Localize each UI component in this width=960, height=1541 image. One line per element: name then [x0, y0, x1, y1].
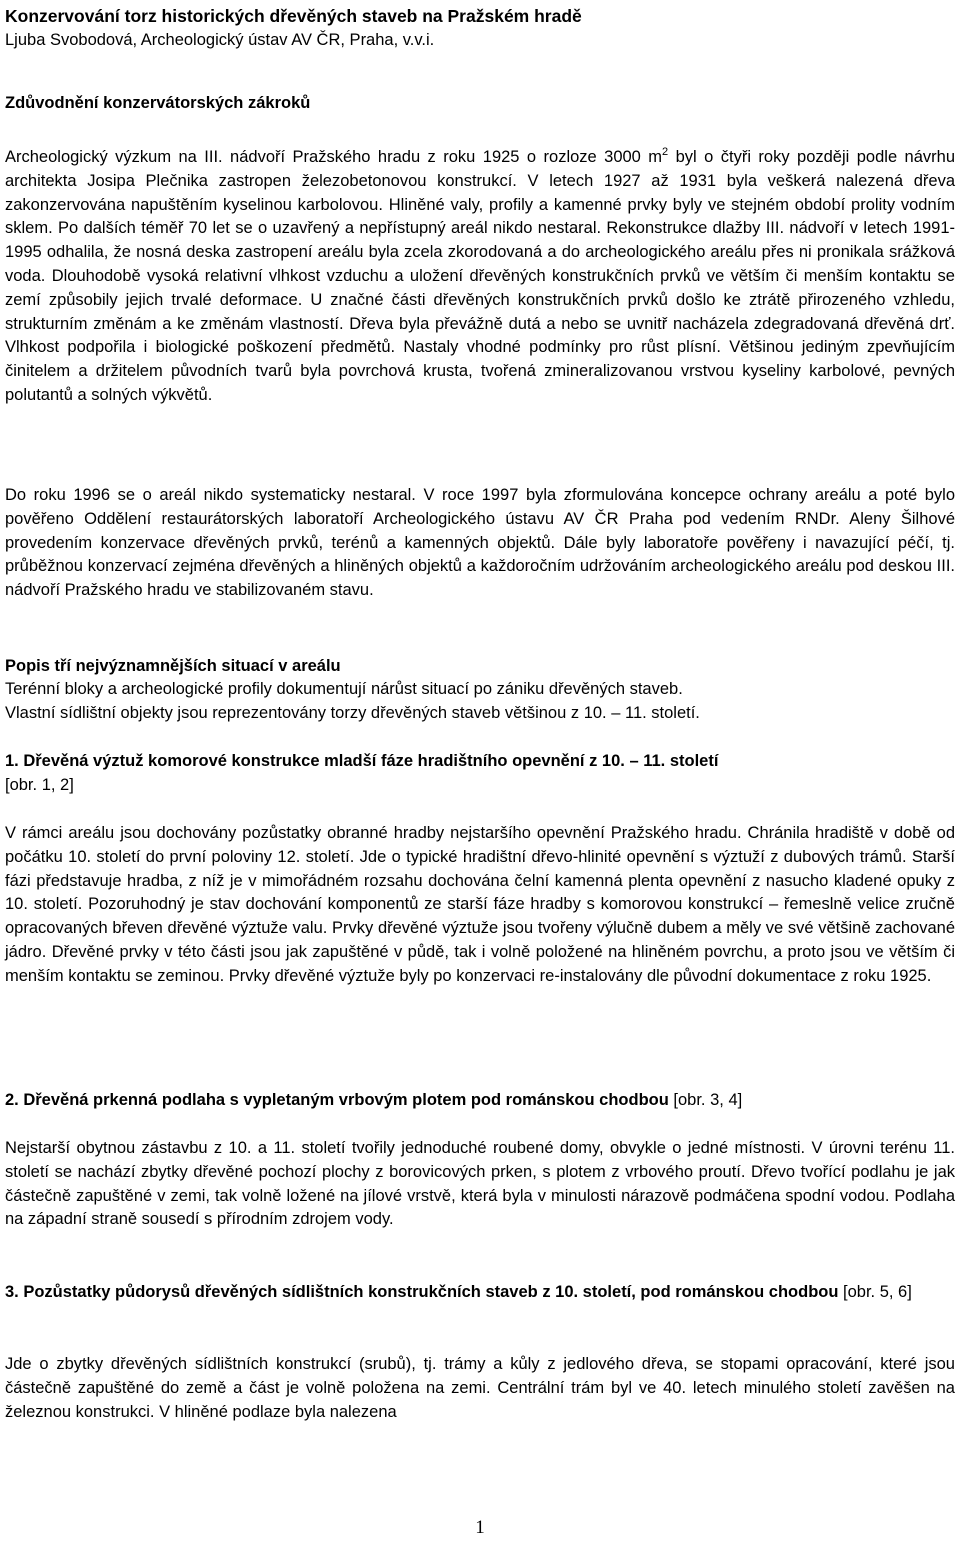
- item-2: [5, 1089, 955, 1113]
- paragraph-history: [5, 146, 955, 408]
- paragraph-history-part1: Archeologický výzkum na III. nádvoří Pražského hradu z roku 1925 o rozloze 3000 m: [5, 148, 663, 166]
- item-3: [5, 1281, 955, 1305]
- item-1-heading: 1. Dřevěná výztuž komorové konstrukce mladší fáze hradištního opevnění z 10. – 11. století: [5, 752, 719, 770]
- item-2-text: Nejstarší obytnou zástavbu z 10. a 11. století tvořily jednoduché roubené domy, obvykle o jedné místnosti. V úrovni terénu 11. století se nachází zbytky dřevěné pochozí plochy z borovicových prken, s plotem z vrbového proutí. Dřevo tvořící podlahu je jak částečně zapuštěné v zemi, tak volně ložené na jílové vrstvě, která byla v minulosti nárazově podmáčena spodní vodou. Podlaha na západní straně sousedí s přírodním zdrojem vody.: [5, 1139, 955, 1229]
- superscript-2: 2: [662, 146, 669, 158]
- situations-line-2: Vlastní sídlištní objekty jsou reprezentovány torzy dřevěných staveb většinou z 10. – 11. století.: [5, 703, 700, 722]
- document-title: Konzervování torz historických dřevěných staveb na Pražském hradě: [5, 6, 582, 26]
- paragraph-history-part2: byl o čtyři roky později podle návrhu architekta Josipa Plečnika zastropen železobetonovou konstrukcí. V letech 1927 až 1931 byla veškerá nalezená dřeva zakonzervována napuštěním kyselinou karbolovou. Hliněné valy, profily a kamenné prvky byly ve stejném období prolity vodním sklem. Po dalších téměř 70 let se o uzavřený a nepřístupný areál nikdo nestaral. Rekonstrukce dlažby III. nádvoří v letech 1991-1995 odhalila, že nosná deska zastropení areálu byla zcela zkorodovaná a do archeologického areálu přes ni pronikala srážková voda. Dlouhodobě vysoká relativní vlhkost vzduchu a uložení dřevěných konstrukčních prvků ve větším či menším kontaktu se zemí způsobily jejich trvalé deformace. U značné části dřevěných konstrukčních prvků došlo ke ztrátě přirozeného vzhledu, strukturním změnám a ke změnám vlastností. Dřeva byla převážně dutá a nebo se uvnitř nacházela zdegradovaná dřevěná drť. Vlhkost podpořila i biologické poškození předmětů. Nastaly vhodné podmínky pro růst plísní. Většinou jediným zpevňujícím činitelem a držitelem původních tvarů byla povrchová krusta, tvořená zmineralizovanou vrstvou kyseliny karbolové, pevných polutantů a solných výkvětů.: [5, 148, 956, 404]
- item-2-heading: 2. Dřevěná prkenná podlaha s vypletaným vrbovým plotem pod románskou chodbou: [5, 1091, 669, 1109]
- paragraph-conservation: Do roku 1996 se o areál nikdo systematicky nestaral. V roce 1997 byla zformulována koncepce ochrany areálu a poté bylo pověřeno Oddělení restaurátorských laboratoří Archeologického ústavu AV ČR Praha pod vedením RNDr. Aleny Šilhové provedením konzervace dřevěných prvků, terénů a kamenných objektů. Dále byly laboratoře pověřeny i navazující péčí, tj. průběžnou konzervací zejména dřevěných a hliněných objektů a každoročním udržováním archeologického areálu pod deskou III. nádvoří Pražského hradu ve stabilizovaném stavu.: [5, 486, 955, 600]
- item-1-text: V rámci areálu jsou dochovány pozůstatky obranné hradby nejstaršího opevnění Pražského hradu. Chránila hradiště v době od počátku 10. století do první poloviny 12. století. Jde o typické hradištní dřevo-hlinité opevnění s výztuží z dubových trámů. Starší fázi představuje hradba, z níž je v mimořádném rozsahu dochována čelní kamenná plenta opevnění z nasucho kladené opuky z 10. století. Pozoruhodný je stav dochování komponentů ze starší fáze hradby s komorovou konstrukcí – řemeslně velice zručně opracovaných břeven dřevěné výztuže valu. Prvky dřevěné výztuže jsou tvořeny výlučně dubem a měly ve své většině zachované jádro. Dřevěné prvky v této části jsou jak zapuštěné v půdě, tak i volně položené na hliněném povrchu, a proto jsou ve větším či menším kontaktu se zeminou. Prvky dřevěné výztuže byly po konzervaci re-instalovány dle původní dokumentace z roku 1925.: [5, 824, 955, 985]
- author-line: Ljuba Svobodová, Archeologický ústav AV ČR, Praha, v.v.i.: [5, 31, 435, 49]
- section-situations: [5, 654, 955, 726]
- page-number: 1: [475, 1517, 485, 1538]
- section-heading-justification: Zdůvodnění konzervátorských zákroků: [5, 94, 311, 112]
- item-2-ref: [obr. 3, 4]: [668, 1091, 743, 1109]
- situations-line-1: Terénní bloky a archeologické profily dokumentují nárůst situací po zániku dřevěných staveb.: [5, 680, 683, 698]
- section-heading-situations: Popis tří nejvýznamnějších situací v areálu: [5, 657, 341, 675]
- item-1-ref: [obr. 1, 2]: [5, 775, 74, 794]
- document-header: [5, 4, 955, 52]
- item-3-text: Jde o zbytky dřevěných sídlištních konstrukcí (srubů), tj. trámy a kůly z jedlového dřeva, se stopami opracování, které jsou částečně zapuštěné do země a část je volně položena na zemi. Centrální trám byl ve 40. letech minulého století zavěšen na železnou konstrukci. V hliněné podlaze byla nalezena: [5, 1355, 955, 1421]
- item-3-heading: 3. Pozůstatky půdorysů dřevěných sídlištních konstrukčních staveb z 10. století, pod románskou chodbou: [5, 1283, 839, 1301]
- item-3-ref: [obr. 5, 6]: [838, 1283, 912, 1301]
- item-1: [5, 750, 955, 798]
